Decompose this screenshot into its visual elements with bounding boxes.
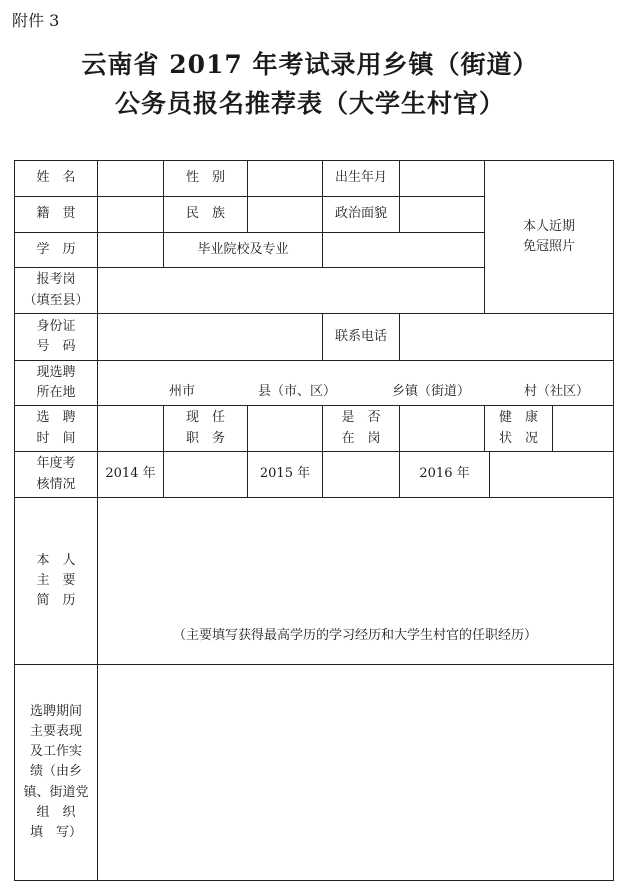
label-political-status: 政治面貌 [322,196,399,232]
field-review-2015[interactable] [322,451,399,497]
field-on-duty[interactable] [399,405,484,451]
field-health[interactable] [552,405,614,451]
field-phone[interactable] [399,313,614,360]
label-gender: 性 别 [163,160,247,196]
field-native-place[interactable] [97,196,163,232]
label-current-duty: 现 任 职 务 [163,405,247,451]
field-review-2014[interactable] [163,451,247,497]
location-city-label: 州市 [169,383,196,399]
field-education[interactable] [97,232,163,267]
label-ethnicity: 民 族 [163,196,247,232]
photo-box[interactable]: 本人近期 免冠照片 [484,160,614,313]
form-title-line-2: 公务员报名推荐表（大学生村官） [114,89,505,118]
label-year-2016: 2016 年 [399,451,489,497]
label-phone: 联系电话 [322,313,399,360]
label-applied-position: 报考岗 （填至县） [14,267,97,313]
location-village-label: 村（社区） [524,383,590,399]
label-year-2015: 2015 年 [247,451,322,497]
label-annual-review: 年度考 核情况 [14,451,97,497]
field-ethnicity[interactable] [247,196,322,232]
field-school-major[interactable] [322,232,484,267]
label-year-2014: 2014 年 [97,451,163,497]
label-health: 健 康 状 况 [484,405,552,451]
label-current-location: 现选聘 所在地 [14,360,97,405]
location-county-label: 县（市、区） [258,383,337,399]
field-gender[interactable] [247,160,322,196]
label-resume: 本 人 主 要 简 历 [14,497,97,664]
field-current-duty[interactable] [247,405,322,451]
label-birth: 出生年月 [322,160,399,196]
field-name[interactable] [97,160,163,196]
label-id-number: 身份证 号 码 [14,313,97,360]
attachment-label: 附件 3 [12,11,60,30]
current-location-row [96,374,614,404]
field-review-2016[interactable] [489,451,614,497]
field-birth[interactable] [399,160,484,196]
label-school-major: 毕业院校及专业 [163,232,322,267]
label-on-duty: 是 否 在 岗 [322,405,399,451]
label-name: 姓 名 [14,160,97,196]
label-education: 学 历 [14,232,97,267]
field-hire-time[interactable] [97,405,163,451]
location-town-label: 乡镇（街道） [392,383,471,399]
form-title-line-1: 云南省 2017 年考试录用乡镇（街道） [81,50,539,79]
field-performance[interactable] [97,664,614,881]
label-native-place: 籍 贯 [14,196,97,232]
field-id-number[interactable] [97,313,322,360]
field-applied-position[interactable] [97,267,484,313]
field-political-status[interactable] [399,196,484,232]
label-hire-time: 选 聘 时 间 [14,405,97,451]
resume-note: （主要填写获得最高学历的学习经历和大学生村官的任职经历） [172,628,537,643]
label-performance: 选聘期间 主要表现 及工作实 绩（由乡 镇、街道党 组 织 填 写） [14,664,97,881]
